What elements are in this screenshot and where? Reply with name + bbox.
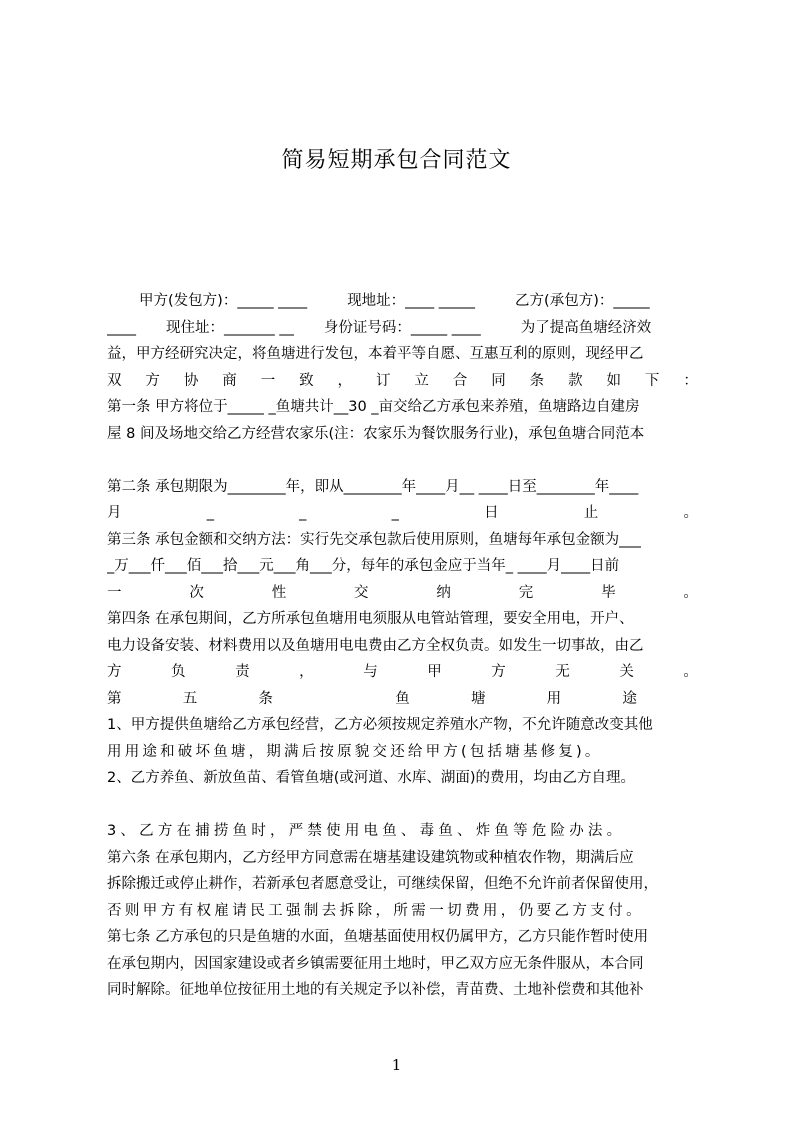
preamble-start: 为了提高鱼塘经济效: [520, 319, 652, 336]
char: 鱼: [395, 690, 410, 707]
char: 。: [683, 664, 698, 680]
char: 。: [683, 584, 698, 601]
article-6-line-3: 否则甲方有权雇请民工强制去拆除，所需一切费用，仍要乙方支付。: [107, 902, 644, 919]
char: 月: [107, 505, 122, 521]
char: 方: [491, 664, 506, 680]
char: 塘: [470, 690, 486, 707]
char: 方: [107, 664, 122, 680]
char: 方: [145, 372, 160, 389]
char: ，: [337, 372, 353, 389]
document-title: 简易短期承包合同范文: [281, 148, 512, 173]
char: 条: [258, 690, 273, 707]
char: 用: [546, 690, 562, 707]
char: 商: [222, 372, 237, 389]
blank-line: [107, 792, 698, 819]
char: 日: [484, 505, 499, 521]
char: 止: [583, 505, 599, 521]
party-a-line: [107, 288, 698, 315]
party-b-details-line: [107, 315, 698, 342]
char: 五: [182, 690, 198, 707]
char: 完: [518, 584, 534, 601]
article-3-line-1: 第三条 承包金额和交纳方法：实行先交承包款后使用原则，鱼塘每年承包金额为___: [107, 531, 641, 548]
article-1-line-2: 屋 8 间及场地交给乙方经营农家乐(注：农家乐为餐饮服务行业)，承包鱼塘合同范本: [107, 425, 645, 442]
char: 款: [568, 372, 583, 389]
article-3-line-3: [107, 580, 698, 607]
article-4-line-3: [107, 659, 698, 686]
article-2-line-2: [107, 500, 698, 527]
char: 订: [375, 372, 391, 389]
char: 一: [260, 372, 276, 389]
blank-line: [107, 447, 698, 474]
char: 下: [644, 372, 660, 389]
char: 交: [354, 584, 369, 601]
party-a-field: 甲方(发包方)：_____ ____: [139, 293, 308, 309]
char: 性: [271, 584, 287, 601]
article-4-line-2: 电力设备安装、材料费用以及鱼塘用电电费由乙方全权负责。如发生一切事故，由乙: [107, 637, 644, 654]
char: 。: [683, 505, 698, 521]
char: ，: [299, 664, 314, 680]
char: 双: [107, 372, 122, 389]
contract-body: [107, 288, 698, 1060]
article-3-line-2: _万___仟___佰___拾___元___角___分，每年的承包金应于当年_ ____月____日前: [107, 558, 620, 574]
article-5-item-1-line-1: 1、甲方提供鱼塘给乙方承包经营，乙方必须按规定养殖水产物，不允许随意改变其他: [107, 717, 653, 733]
page-number: 1: [391, 1056, 402, 1074]
current-address-field: 现地址：____ _____: [347, 293, 476, 309]
char: 同: [491, 372, 506, 389]
char: 与: [363, 664, 378, 680]
char: 协: [183, 372, 199, 389]
char: 纳: [436, 584, 451, 601]
char: 如: [606, 372, 621, 389]
article-7-line-1: 第七条 乙方承包的只是鱼塘的水面，鱼塘基面使用权仍属甲方，乙方只能作暂时使用: [107, 929, 649, 945]
char: 甲: [427, 664, 442, 680]
article-6-line-1: 第六条 在承包期内，乙方经甲方同意需在塘基建设建筑物或种植农作物，期满后应: [107, 849, 634, 866]
char: 无: [555, 664, 570, 680]
char: 毕: [601, 584, 616, 601]
article-7-line-2: 在承包期内，因国家建设或者乡镇需要征用土地时，甲乙双方应无条件服从，本合同: [107, 955, 644, 972]
char: _: [391, 505, 399, 521]
party-b-field: 乙方(承包方)：_____: [515, 293, 650, 309]
article-7-line-3: 同时解除。征地单位按征用土地的有关规定予以补偿，青苗费、土地补偿费和其他补: [107, 982, 644, 998]
char: _: [299, 505, 307, 521]
id-number-field: 身份证号码：_____ ____: [323, 319, 481, 336]
char: 关: [619, 664, 634, 680]
residence-address-field: 现住址：_______ __: [166, 319, 294, 336]
char: 致: [299, 372, 314, 389]
article-5-item-3: 3、乙方在捕捞鱼时，严禁使用电鱼、毒鱼、炸鱼等危险办法。: [107, 823, 626, 839]
article-1-line-1: 第一条 甲方将位于_____ _鱼塘共计__30 _亩交给乙方承包来养殖，鱼塘路边自建房: [107, 399, 640, 415]
party-b-name-blank: ____: [107, 319, 136, 336]
char: 立: [414, 372, 429, 389]
char: 负: [171, 664, 186, 680]
char: 条: [529, 372, 545, 389]
article-2-line-1: 第二条 承包期限为________年，即从________年____月__ ____日至________年____: [107, 478, 639, 495]
char: _: [206, 505, 214, 521]
preamble-line: 益，甲方经研究决定，将鱼塘进行发包，本着平等自愿、互惠互利的原则，现经甲乙: [107, 346, 644, 362]
char: 一: [107, 584, 122, 601]
char: 第: [107, 690, 122, 707]
article-5-item-2: 2、乙方养鱼、新放鱼苗、看管鱼塘(或河道、水库、湖面)的费用，均由乙方自理。: [107, 770, 636, 786]
char: 合: [452, 372, 468, 389]
char: 途: [622, 690, 637, 707]
char: 次: [189, 584, 204, 601]
article-5-heading: [107, 686, 698, 713]
agreement-line: [107, 368, 698, 395]
char: ：: [683, 372, 698, 389]
article-5-item-1-line-2: 用用途和破坏鱼塘，期满后按原貌交还给甲方(包括塘基修复)。: [107, 743, 603, 760]
article-4-line-1: 第四条 在承包期间，乙方所承包鱼塘用电须服从电管站管理，要安全用电，开户、: [107, 611, 634, 627]
article-6-line-2: 拆除搬迁或停止耕作，若新承包者愿意受让，可继续保留，但绝不允许前者保留使用，: [107, 876, 658, 892]
char: 责: [235, 664, 250, 680]
